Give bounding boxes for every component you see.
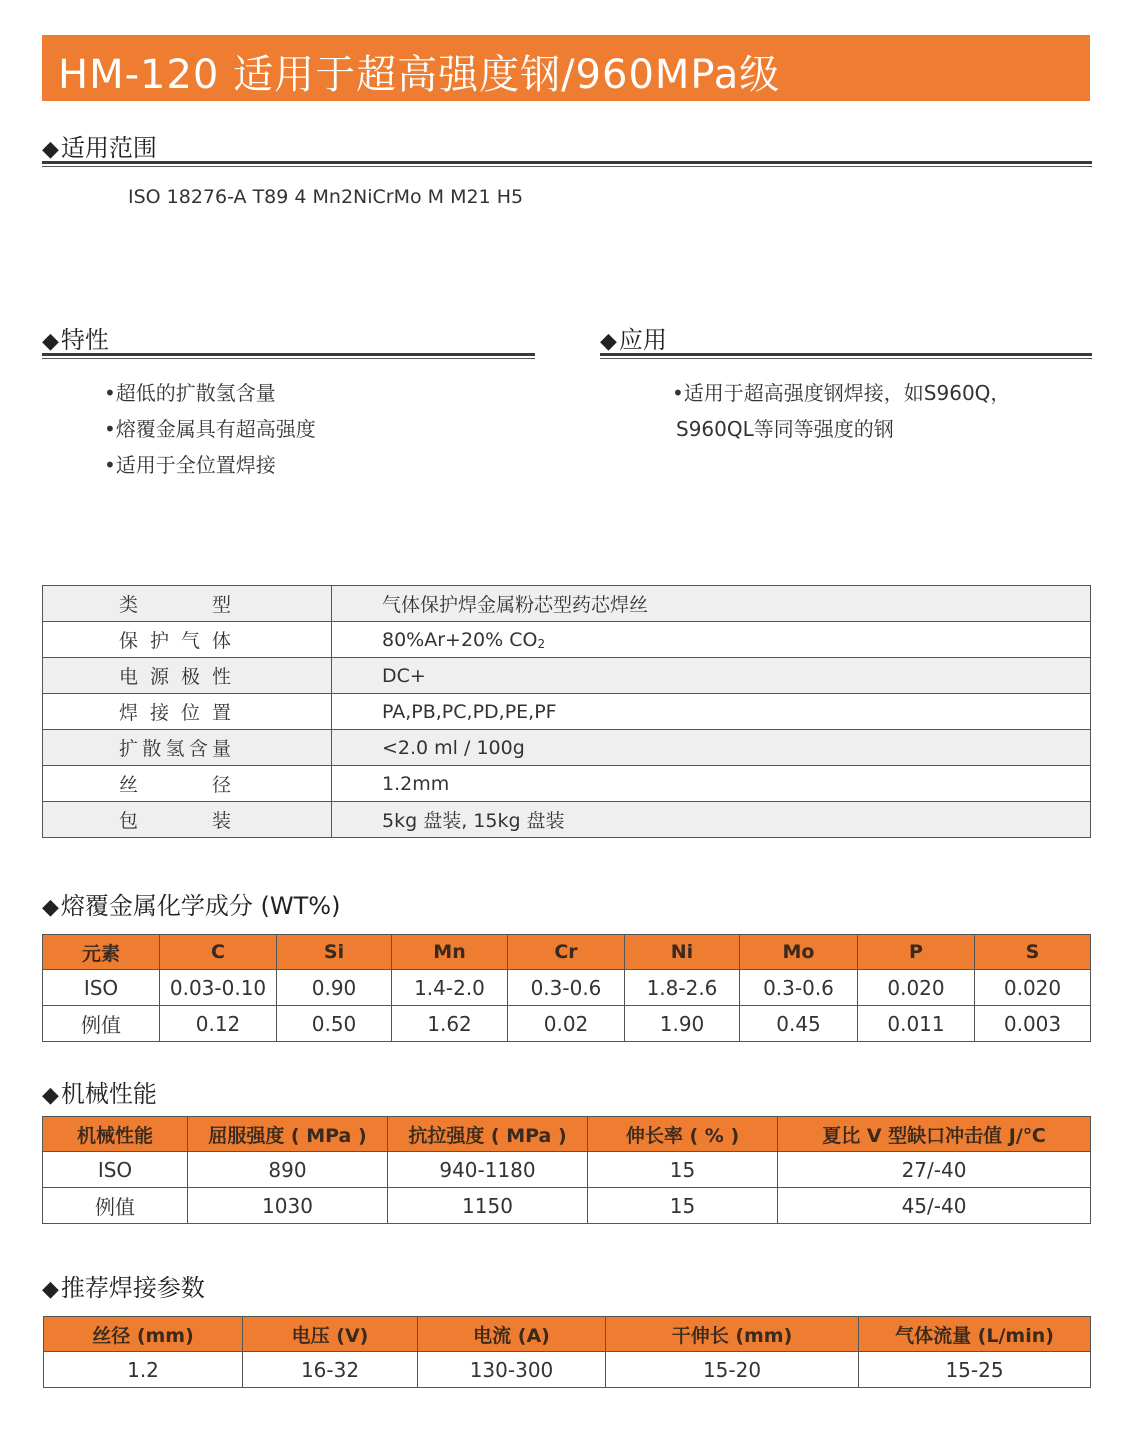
chemistry-cell: 0.3-0.6 (740, 970, 858, 1006)
mechanical-cell: 940-1180 (388, 1152, 588, 1188)
welding-params-table (43, 1316, 1091, 1388)
chemistry-cell: ISO (43, 970, 160, 1006)
chemistry-cell: 0.90 (277, 970, 392, 1006)
mechanical-cell: 15 (588, 1188, 778, 1224)
chemistry-header-cell: Ni (625, 935, 740, 970)
chemistry-cell: 1.90 (625, 1006, 740, 1042)
applications-list (672, 375, 1010, 447)
chemistry-header-cell: S (975, 935, 1091, 970)
chemistry-cell: 0.12 (160, 1006, 277, 1042)
spec-value-text: 1.2mm (382, 772, 450, 795)
mechanical-cell: 45/-40 (778, 1188, 1091, 1224)
welding-header-cell: 电流 (A) (418, 1317, 606, 1352)
welding-heading (42, 1268, 205, 1303)
feature-item: •熔覆金属具有超高强度 (104, 417, 316, 441)
spec-value (332, 586, 1091, 622)
chemistry-cell: 0.020 (858, 970, 975, 1006)
spec-key-label: 类型 (119, 594, 231, 616)
diamond-icon: ◆ (42, 1277, 59, 1302)
features-divider (42, 353, 535, 359)
mechanical-header-cell: 机械性能 (43, 1117, 188, 1152)
mechanical-row (43, 1188, 1091, 1224)
spec-value (332, 730, 1091, 766)
features-heading (42, 320, 109, 355)
spec-value-text: 气体保护焊金属粉芯型药芯焊丝 (382, 594, 649, 616)
applications-heading (600, 320, 667, 355)
scope-heading (42, 128, 157, 163)
welding-header-cell: 干伸长 (mm) (606, 1317, 859, 1352)
diamond-icon: ◆ (42, 895, 59, 920)
welding-cell: 130-300 (418, 1352, 606, 1388)
spec-row (43, 730, 1091, 766)
chemistry-cell: 0.45 (740, 1006, 858, 1042)
mechanical-header-cell: 屈服强度 ( MPa ) (188, 1117, 388, 1152)
mechanical-cell: ISO (43, 1152, 188, 1188)
welding-cell: 16-32 (243, 1352, 418, 1388)
chemistry-cell: 0.003 (975, 1006, 1091, 1042)
spec-row (43, 658, 1091, 694)
welding-header-cell: 气体流量 (L/min) (859, 1317, 1091, 1352)
spec-row (43, 766, 1091, 802)
chemistry-header-cell: Si (277, 935, 392, 970)
chemistry-cell: 0.011 (858, 1006, 975, 1042)
chemistry-cell: 例值 (43, 1006, 160, 1042)
page-title: HM-120 适用于超高强度钢/960MPa级 (58, 52, 781, 98)
chemistry-header-cell: 元素 (43, 935, 160, 970)
spec-key (43, 802, 332, 838)
applications-heading-text: 应用 (618, 326, 667, 354)
spec-key-label: 丝径 (119, 774, 231, 796)
welding-header-cell: 电压 (V) (243, 1317, 418, 1352)
chemistry-row (43, 1006, 1091, 1042)
spec-key-label: 包装 (119, 810, 231, 832)
chemistry-cell: 0.3-0.6 (508, 970, 625, 1006)
spec-table (42, 585, 1091, 838)
spec-key (43, 766, 332, 802)
chemistry-header-cell: C (160, 935, 277, 970)
mechanical-heading-text: 机械性能 (60, 1080, 157, 1108)
chemistry-header-cell: P (858, 935, 975, 970)
application-line: •适用于超高强度钢焊接，如S960Q， (672, 381, 1011, 405)
spec-value (332, 694, 1091, 730)
mechanical-row (43, 1152, 1091, 1188)
welding-cell: 15-20 (606, 1352, 859, 1388)
spec-value-text: PA,PB,PC,PD,PE,PF (382, 700, 557, 723)
welding-header-cell: 丝径 (mm) (44, 1317, 243, 1352)
spec-key-label: 电源极性 (119, 666, 231, 688)
spec-value-subscript: 2 (537, 636, 546, 651)
mechanical-header-cell: 夏比 V 型缺口冲击值 J/℃ (778, 1117, 1091, 1152)
welding-row (44, 1352, 1091, 1388)
mechanical-table (42, 1116, 1091, 1224)
spec-value-text: 5kg 盘装, 15kg 盘装 (382, 810, 565, 832)
chemistry-heading-text: 熔覆金属化学成分 (WT%) (60, 892, 341, 920)
chemistry-row (43, 970, 1091, 1006)
spec-key (43, 658, 332, 694)
chemistry-heading (42, 886, 340, 921)
spec-row (43, 586, 1091, 622)
spec-key (43, 730, 332, 766)
diamond-icon: ◆ (42, 137, 59, 162)
spec-value-text: <2.0 ml / 100g (382, 736, 525, 759)
spec-row (43, 802, 1091, 838)
diamond-icon: ◆ (600, 329, 617, 354)
mechanical-header-cell: 伸长率 ( % ) (588, 1117, 778, 1152)
mechanical-cell: 27/-40 (778, 1152, 1091, 1188)
chemistry-cell: 1.62 (392, 1006, 508, 1042)
spec-key-label: 焊接位置 (119, 702, 231, 724)
chemistry-table (42, 934, 1091, 1042)
mechanical-cell: 1030 (188, 1188, 388, 1224)
mechanical-header-cell: 抗拉强度 ( MPa ) (388, 1117, 588, 1152)
chemistry-cell: 0.02 (508, 1006, 625, 1042)
scope-divider (42, 161, 1092, 167)
feature-item: •适用于全位置焊接 (104, 453, 276, 477)
spec-value (332, 802, 1091, 838)
features-heading-text: 特性 (60, 326, 109, 354)
mechanical-cell: 例值 (43, 1188, 188, 1224)
mechanical-cell: 890 (188, 1152, 388, 1188)
chemistry-header-cell: Cr (508, 935, 625, 970)
features-list (104, 375, 316, 483)
application-line: S960QL等同等强度的钢 (676, 417, 894, 441)
mechanical-cell: 1150 (388, 1188, 588, 1224)
spec-key (43, 622, 332, 658)
mechanical-cell: 15 (588, 1152, 778, 1188)
chemistry-header-cell: Mo (740, 935, 858, 970)
scope-heading-text: 适用范围 (60, 134, 157, 162)
chemistry-cell: 0.50 (277, 1006, 392, 1042)
spec-value-text: DC+ (382, 664, 426, 687)
feature-item: •超低的扩散氢含量 (104, 381, 276, 405)
applications-divider (600, 353, 1092, 359)
mechanical-heading (42, 1074, 157, 1109)
spec-key-label: 保护气体 (119, 630, 231, 652)
spec-value (332, 766, 1091, 802)
iso-classification: ISO 18276-A T89 4 Mn2NiCrMo M M21 H5 (128, 186, 524, 208)
chemistry-cell: 1.4-2.0 (392, 970, 508, 1006)
spec-row (43, 694, 1091, 730)
welding-heading-text: 推荐焊接参数 (60, 1274, 205, 1302)
spec-value-text: 80%Ar+20% CO (382, 628, 538, 651)
spec-key (43, 694, 332, 730)
diamond-icon: ◆ (42, 329, 59, 354)
chemistry-cell: 0.03-0.10 (160, 970, 277, 1006)
spec-row (43, 622, 1091, 658)
welding-cell: 15-25 (859, 1352, 1091, 1388)
spec-value (332, 622, 1091, 658)
title-banner (42, 35, 1090, 101)
chemistry-cell: 1.8-2.6 (625, 970, 740, 1006)
diamond-icon: ◆ (42, 1083, 59, 1108)
welding-cell: 1.2 (44, 1352, 243, 1388)
spec-value (332, 658, 1091, 694)
spec-key-label: 扩散氢含量 (119, 738, 231, 760)
spec-key (43, 586, 332, 622)
chemistry-header-cell: Mn (392, 935, 508, 970)
chemistry-cell: 0.020 (975, 970, 1091, 1006)
